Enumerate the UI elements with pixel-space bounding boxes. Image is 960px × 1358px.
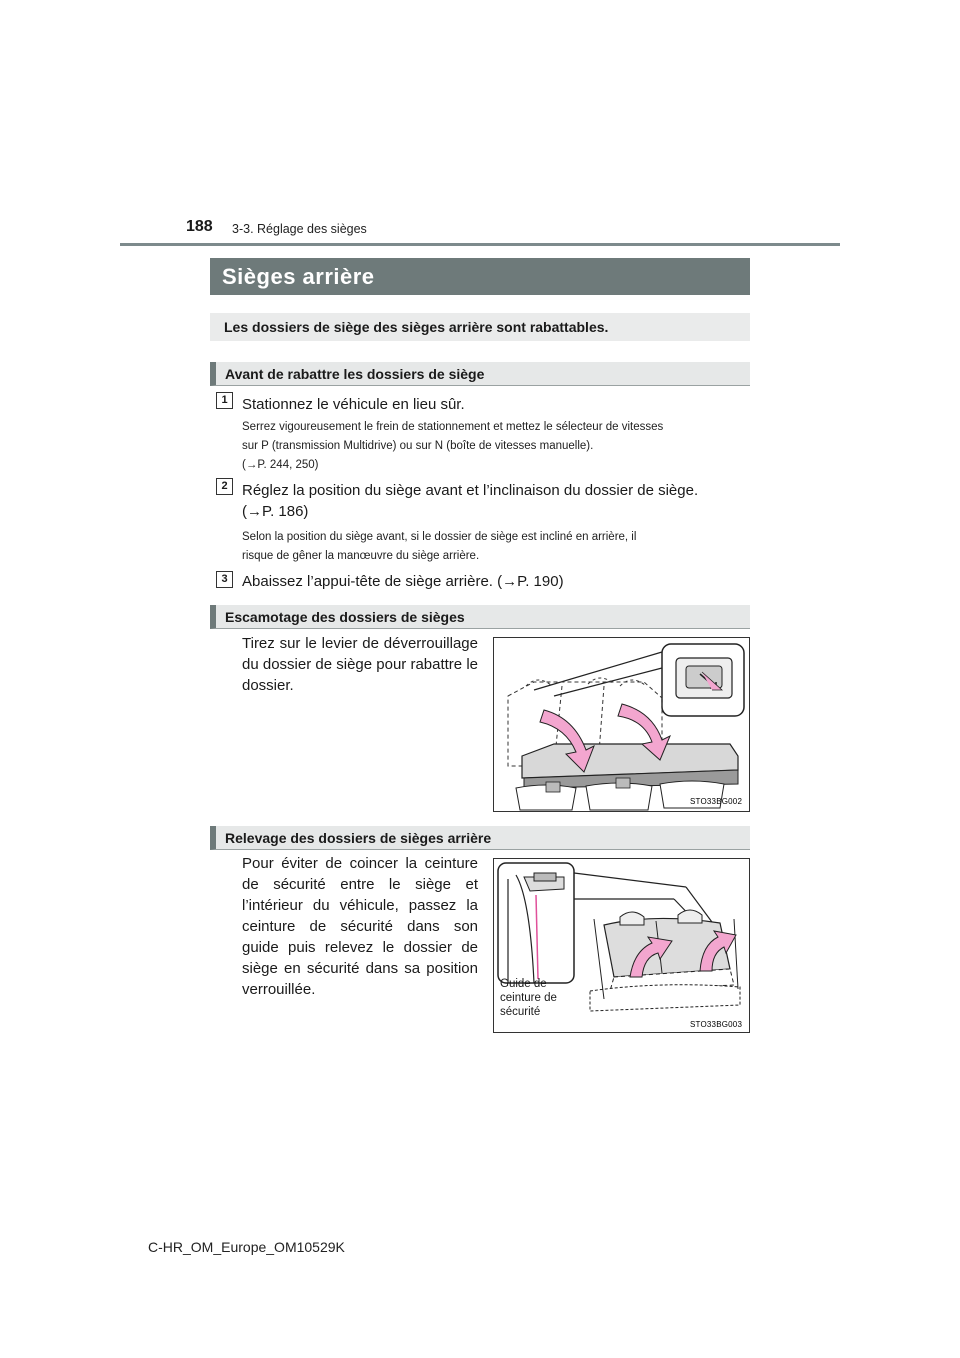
- page-number: 188: [186, 218, 213, 235]
- step-2-note-line-1: Selon la position du siège avant, si le dossier de siège est incliné en arrière, il: [242, 531, 637, 543]
- step-number-1: 1: [216, 392, 233, 409]
- step-2-text-line-1: Réglez la position du siège avant et l’inclinaison du dossier de siège.: [242, 482, 699, 499]
- step-number-2: 2: [216, 478, 233, 495]
- step-1-note-line-2: sur P (transmission Multidrive) ou sur N (boîte de vitesses manuelle).: [242, 440, 594, 452]
- raising-instructions: Pour éviter de coincer la ceinture de sécurité entre le siège et l’intérieur du véhicule, passez la ceinture de sécurité dans son guide puis relevez le dossier de siège en sécurité dans sa position verrouillée.: [242, 855, 478, 998]
- belt-guide-label-line-1: Guide de: [500, 978, 547, 990]
- step-2-note-line-2: risque de gêner la manœuvre du siège arrière.: [242, 550, 480, 562]
- seatback-fold-illustration: [494, 638, 749, 811]
- figure-code-fold: STO33BG002: [690, 797, 743, 806]
- step-1-text: Stationnez le véhicule en lieu sûr.: [242, 396, 465, 413]
- step-1-note-line-3: (→P. 244, 250): [242, 459, 319, 471]
- breadcrumb: 3-3. Réglage des sièges: [232, 222, 367, 236]
- step-2-text-line-2: (→P. 186): [242, 503, 309, 520]
- belt-guide-label: [500, 977, 590, 1019]
- step-3-text: Abaissez l’appui-tête de siège arrière. (→P. 190): [242, 573, 564, 590]
- belt-guide-label-line-3: sécurité: [500, 1006, 541, 1018]
- page-title: Sièges arrière: [210, 258, 750, 295]
- section-heading-before-folding: Avant de rabattre les dossiers de siège: [210, 362, 750, 386]
- intro-banner: Les dossiers de siège des sièges arrière sont rabattables.: [210, 313, 750, 341]
- step-1-note-line-1: Serrez vigoureusement le frein de stationnement et mettez le sélecteur de vitesses: [242, 421, 664, 433]
- step-number-3: 3: [216, 571, 233, 588]
- belt-guide-label-line-2: ceinture de: [500, 992, 557, 1004]
- figure-folding-seatback: [493, 637, 750, 812]
- figure-code-raise: STO33BG003: [690, 1020, 743, 1029]
- section-heading-raising: Relevage des dossiers de sièges arrière: [210, 826, 750, 850]
- folding-instructions: Tirez sur le levier de déverrouillage du dossier de siège pour rabattre le dossier.: [242, 635, 478, 694]
- header-rule: [120, 243, 840, 246]
- section-heading-folding: Escamotage des dossiers de sièges: [210, 605, 750, 629]
- footer-document-code: C-HR_OM_Europe_OM10529K: [148, 1239, 345, 1255]
